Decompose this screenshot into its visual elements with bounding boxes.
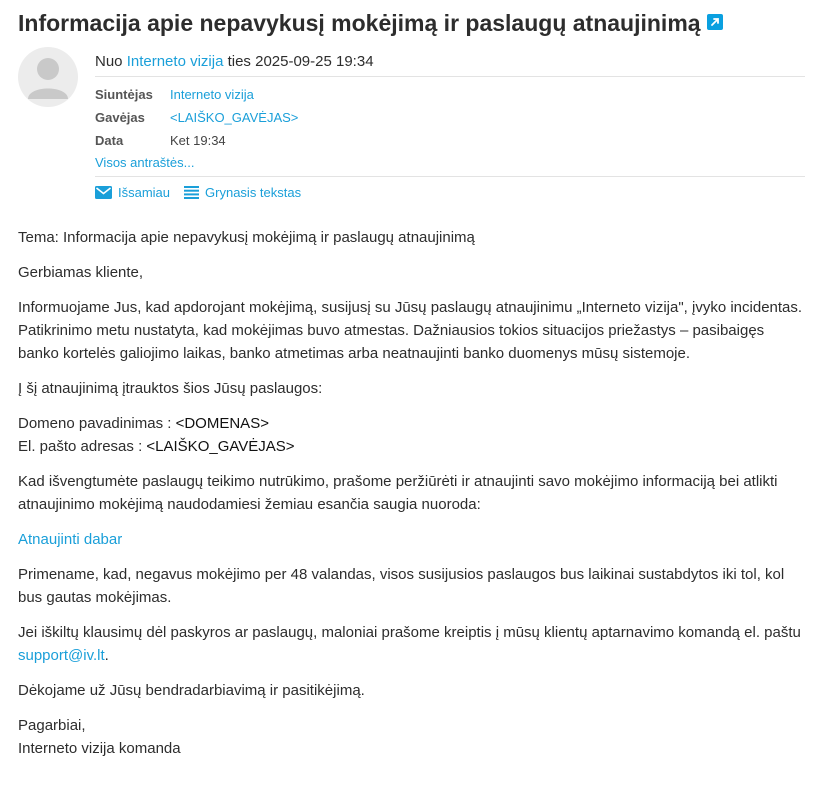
from-date: ties 2025-09-25 19:34 bbox=[227, 53, 374, 70]
recipient-link[interactable]: <LAIŠKO_GAVĖJAS> bbox=[170, 110, 299, 125]
renew-link-row bbox=[18, 528, 808, 551]
signature: Interneto vizija komanda bbox=[18, 740, 181, 757]
email-value: <LAIŠKO_GAVĖJAS> bbox=[146, 438, 295, 455]
support-email-link[interactable]: support@iv.lt bbox=[18, 647, 105, 664]
thanks-line: Dėkojame už Jūsų bendradarbiavimą ir pasitikėjimą. bbox=[18, 682, 365, 699]
envelope-icon bbox=[95, 186, 112, 199]
all-headers-link[interactable]: Visos antraštės... bbox=[95, 155, 195, 170]
sender-link[interactable]: Interneto vizija bbox=[170, 87, 254, 102]
from-line bbox=[95, 50, 805, 77]
subject-text: Informacija apie nepavykusį mokėjimą ir paslaugų atnaujinimą bbox=[18, 10, 701, 36]
user-avatar-icon bbox=[18, 47, 78, 107]
contact-text: Jei iškiltų klausimų dėl paskyros ar paslaugų, maloniai prašome kreiptis į mūsų klientų aptarnavimo komandą el. paštu bbox=[18, 624, 801, 641]
signature-block bbox=[18, 714, 808, 760]
view-detailed-label: Išsamiau bbox=[118, 184, 171, 200]
paragraph-contact bbox=[18, 621, 808, 667]
recipient-label: Gavėjas bbox=[95, 110, 145, 125]
all-headers-row bbox=[95, 152, 805, 177]
lines-icon bbox=[184, 186, 199, 199]
message-header bbox=[95, 50, 805, 204]
external-link-icon[interactable] bbox=[707, 14, 723, 30]
view-plain-button[interactable] bbox=[184, 185, 301, 200]
date-label: Data bbox=[95, 133, 124, 148]
closing: Pagarbiai, bbox=[18, 717, 86, 734]
paragraph-incident: Informuojame Jus, kad apdorojant mokėjimą, susijusį su Jūsų paslaugų atnaujinimu „Interneto vizija", įvyko incidentas. Patikrinimo metu nustatyta, kad mokėjimas buvo atmestas. Dažniausios tokios situacijos priežastys – pasibaigęs banko kortelės galiojimo laikas, banko atmetimas arba neatnaujinti banko duomenys mūsų sistemoje. bbox=[18, 299, 803, 362]
recipient-row bbox=[95, 106, 805, 129]
domain-label: Domeno pavadinimas : bbox=[18, 415, 172, 432]
topic-line: Tema: Informacija apie nepavykusį mokėjimą ir paslaugų atnaujinimą bbox=[18, 229, 475, 246]
message-body bbox=[18, 226, 808, 772]
email-label: El. pašto adresas : bbox=[18, 438, 143, 455]
greeting: Gerbiamas kliente, bbox=[18, 264, 144, 281]
view-detailed-button[interactable] bbox=[95, 185, 170, 200]
paragraph-reminder: Primename, kad, negavus mokėjimo per 48 valandas, visos susijusios paslaugos bus laikinai sustabdytos iki tol, kol bus gautas mokėjimas. bbox=[18, 566, 785, 606]
date-row bbox=[95, 129, 805, 152]
from-sender-link[interactable]: Interneto vizija bbox=[126, 53, 224, 70]
view-plain-label: Grynasis tekstas bbox=[205, 184, 302, 200]
sender-row bbox=[95, 83, 805, 106]
sender-avatar bbox=[18, 47, 78, 107]
date-value: Ket 19:34 bbox=[170, 133, 226, 148]
services-intro: Į šį atnaujinimą įtrauktos šios Jūsų paslaugos: bbox=[18, 380, 323, 397]
paragraph-instructions: Kad išvengtumėte paslaugų teikimo nutrūkimo, prašome peržiūrėti ir atnaujinti savo mokėjimo informaciją bei atlikti atnaujinimo mokėjimą naudodamiesi žemiau esančia saugia nuoroda: bbox=[18, 473, 778, 513]
from-prefix: Nuo bbox=[95, 53, 123, 70]
subject-heading bbox=[18, 10, 808, 37]
sender-label: Siuntėjas bbox=[95, 87, 153, 102]
view-switcher bbox=[95, 180, 805, 204]
renew-now-link[interactable]: Atnaujinti dabar bbox=[18, 531, 123, 548]
services-list bbox=[18, 412, 808, 458]
contact-end: . bbox=[104, 647, 109, 664]
domain-value: <DOMENAS> bbox=[175, 415, 269, 432]
header-details bbox=[95, 83, 805, 177]
